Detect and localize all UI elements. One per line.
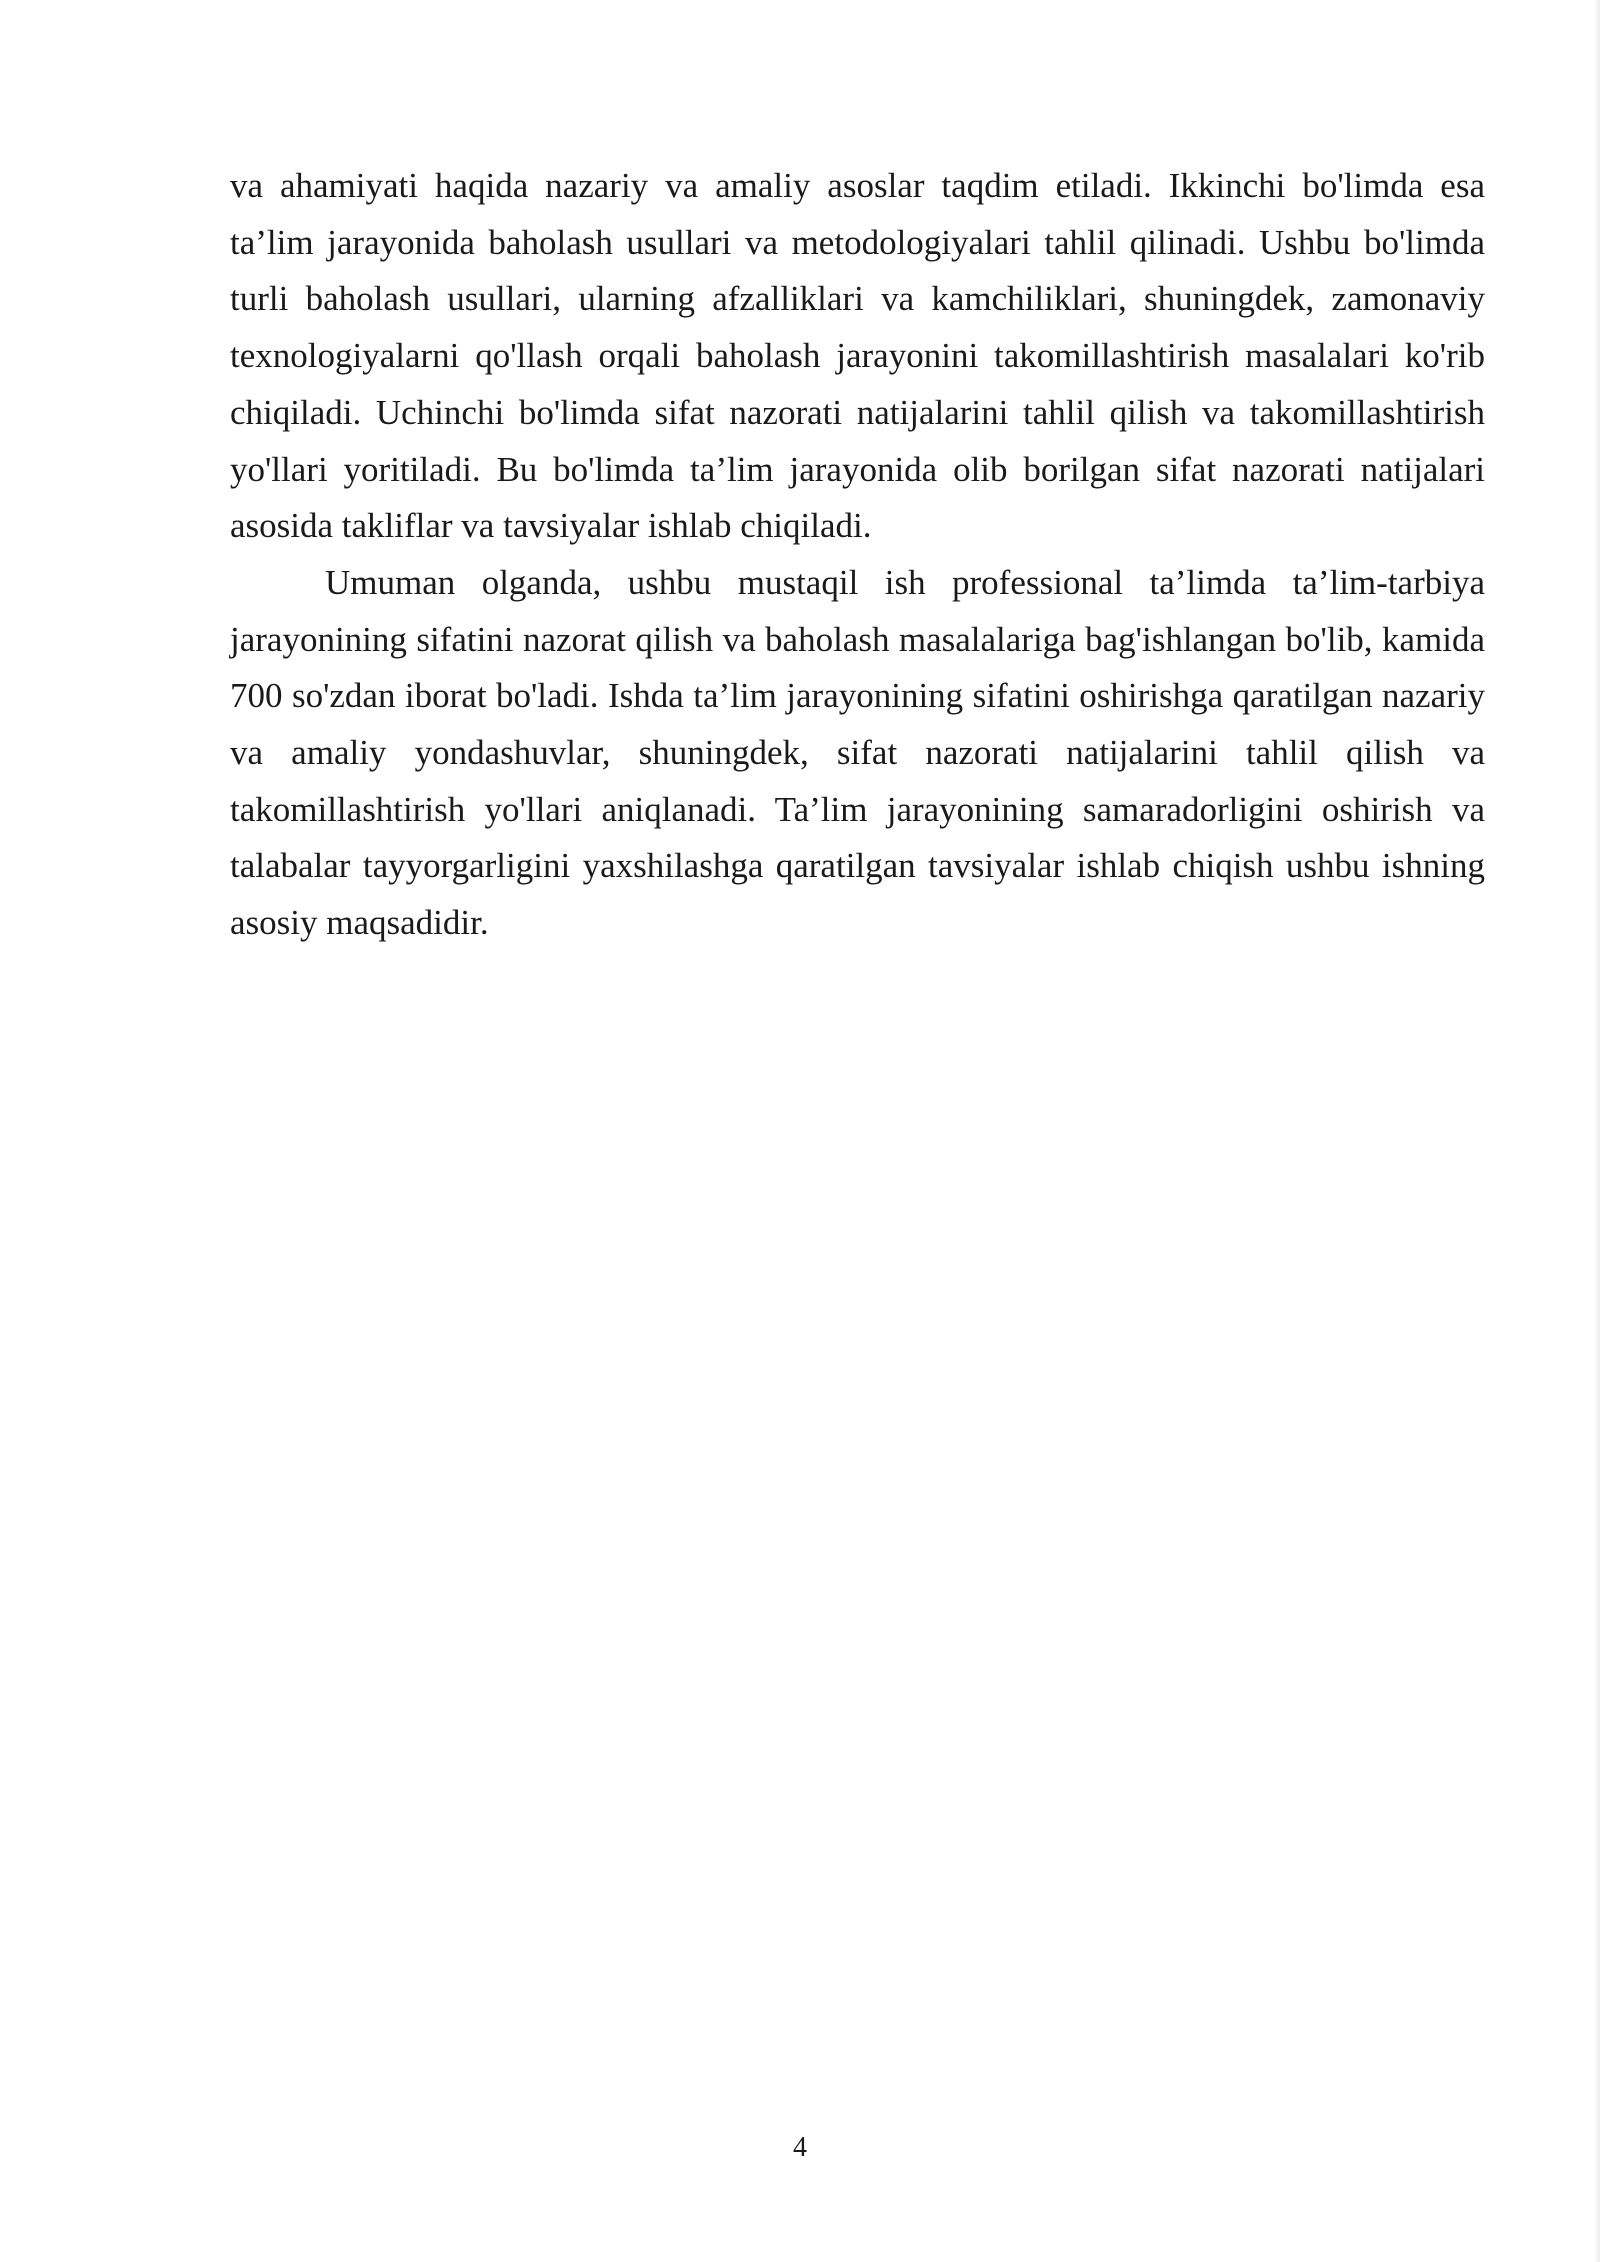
body-text	[230, 158, 1485, 952]
page-edge-shadow	[1594, 0, 1600, 2262]
paragraph-conclusion: Umuman olganda, ushbu mustaqil ish professional ta’limda ta’lim-tarbiya jarayonining sifatini nazorat qilish va baholash masalalariga bag'ishlangan bo'lib, kamida 700 so'zdan iborat bo'ladi. Ishda ta’lim jarayonining sifatini oshirishga qaratilgan nazariy va amaliy yondashuvlar, shuningdek, sifat nazorati natijalarini tahlil qilish va takomillashtirish yo'llari aniqlanadi. Ta’lim jarayonining samaradorligini oshirish va talabalar tayyorgarligini yaxshilashga qaratilgan tavsiyalar ishlab chiqish ushbu ishning asosiy maqsadidir.	[230, 562, 1485, 943]
paragraph-continuation: va ahamiyati haqida nazariy va amaliy asoslar taqdim etiladi. Ikkinchi bo'limda esa ta’lim jarayonida baholash usullari va metodologiyalari tahlil qilinadi. Ushbu bo'limda turli baholash usullari, ularning afzalliklari va kamchiliklari, shuningdek, zamonaviy texnologiyalarni qo'llash orqali baholash jarayonini takomillashtirish masalalari ko'rib chiqiladi. Uchinchi bo'limda sifat nazorati natijalarini tahlil qilish va takomillashtirish yo'llari yoritiladi. Bu bo'limda ta’lim jarayonida olib borilgan sifat nazorati natijalari asosida takliflar va tavsiyalar ishlab chiqiladi.	[230, 166, 1485, 546]
page-number: 4	[793, 2132, 807, 2163]
